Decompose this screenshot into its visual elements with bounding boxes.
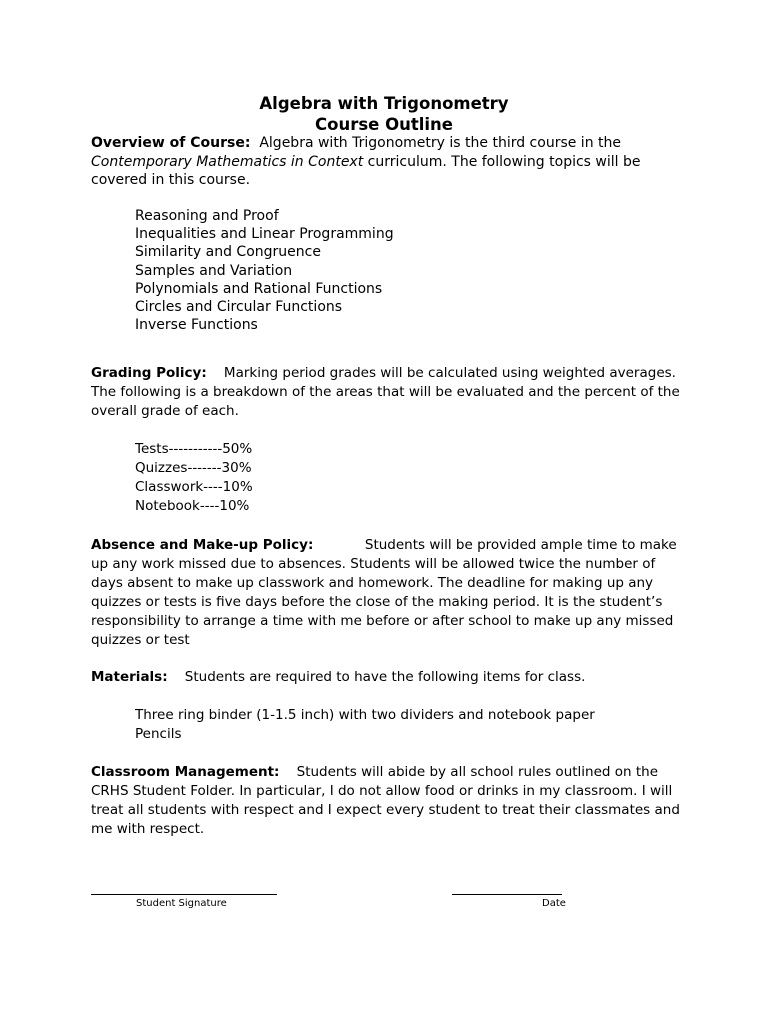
grading-section (91, 364, 681, 421)
materials-label: Materials: (91, 669, 168, 685)
list-item: Three ring binder (1-1.5 inch) with two dividers and notebook paper (135, 707, 595, 723)
list-item: Pencils (135, 726, 182, 742)
date-line[interactable] (452, 894, 562, 895)
document-title: Algebra with Trigonometry (259, 94, 509, 113)
classroom-section (91, 763, 681, 839)
overview-curriculum-name: Contemporary Mathematics in Context (91, 153, 364, 170)
list-item: Reasoning and Proof (135, 208, 279, 224)
list-item: Polynomials and Rational Functions (135, 280, 383, 297)
student-signature-label: Student Signature (136, 898, 227, 909)
grading-breakdown-list (135, 440, 253, 516)
overview-section (91, 134, 681, 190)
overview-text-b: curriculum. The following topics will be covered in this course. (91, 153, 641, 189)
list-item: Samples and Variation (135, 262, 293, 279)
classroom-text: Students will abide by all school rules outlined on the CRHS Student Folder. In particular, I do not allow food or drinks in my classroom. I will treat all students with respect and I expect every student to treat their classmates and me with respect. (91, 764, 680, 837)
overview-label: Overview of Course: (91, 135, 251, 151)
materials-list (135, 706, 595, 744)
classroom-label: Classroom Management: (91, 764, 280, 780)
list-item: Inequalities and Linear Programming (135, 226, 394, 243)
list-item: Classwork----10% (135, 479, 253, 495)
student-signature-line[interactable] (91, 894, 277, 895)
list-item: Quizzes-------30% (135, 460, 252, 476)
list-item: Similarity and Congruence (135, 244, 321, 261)
topics-list (135, 207, 394, 334)
list-item: Notebook----10% (135, 498, 250, 514)
materials-text: Students are required to have the following items for class. (184, 669, 586, 685)
absence-label: Absence and Make-up Policy: (91, 537, 314, 553)
overview-text-a: Algebra with Trigonometry is the third course in the (259, 135, 621, 151)
grading-text: Marking period grades will be calculated using weighted averages. The following is a breakdown of the areas that will be evaluated and the percent of the overall grade of each. (91, 365, 680, 419)
list-item: Inverse Functions (135, 317, 258, 334)
date-label: Date (542, 898, 566, 909)
document-subtitle: Course Outline (315, 115, 453, 134)
grading-label: Grading Policy: (91, 365, 207, 381)
list-item: Tests-----------50% (135, 441, 253, 457)
list-item: Circles and Circular Functions (135, 299, 343, 316)
absence-text: Students will be provided ample time to make up any work missed due to absences. Students will be allowed twice the number of days absent to make up classwork and homework. The deadline for making up any quizzes or tests is five days before the close of the making period. It is the student’s responsibility to arrange a time with me before or after school to make up any missed quizzes or test (91, 537, 677, 648)
materials-section (91, 668, 681, 687)
absence-section (91, 536, 681, 650)
